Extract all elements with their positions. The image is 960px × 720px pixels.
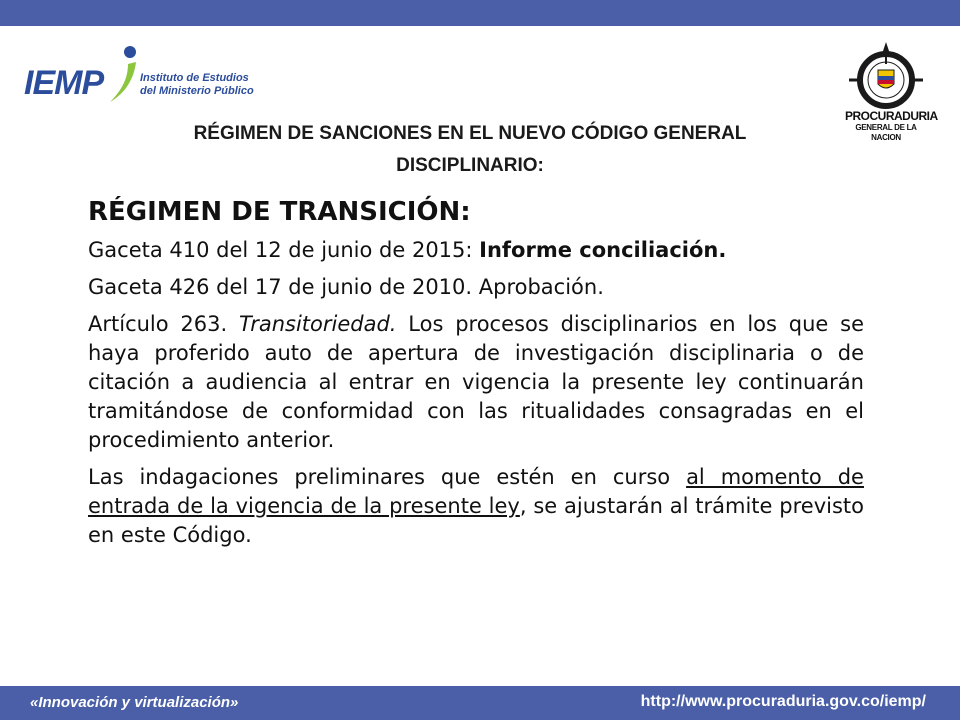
top-bar	[0, 0, 960, 26]
slide-body	[88, 192, 864, 558]
footer-bar	[0, 686, 960, 720]
section-subtitle: RÉGIMEN DE TRANSICIÓN:	[88, 197, 471, 227]
gaceta-line-1: Gaceta 410 del 12 de junio de 2015: Informe conciliación.	[88, 238, 727, 262]
iemp-institute-name: Instituto de Estudios del Ministerio Público	[140, 72, 254, 97]
iemp-logo-text: IEMP	[24, 64, 104, 102]
seal-emblem-icon	[845, 40, 927, 110]
footer-slogan: «Innovación y virtualización»	[30, 694, 239, 711]
underlined-phrase: al momento de entrada de la vigencia de la presente ley	[88, 465, 864, 518]
procuraduria-seal	[845, 40, 938, 148]
gaceta-line-2: Gaceta 426 del 17 de junio de 2010. Aprobación.	[88, 275, 604, 299]
seal-title: PROCURADURIA	[845, 109, 938, 123]
seal-subtitle: GENERAL DE LA NACION	[855, 123, 917, 142]
indagaciones-paragraph: Las indagaciones preliminares que estén en curso al momento de entrada de la vigencia de la presente ley, se ajustarán al trámite previsto en este Código.	[88, 465, 864, 547]
footer-url-link[interactable]: http://www.procuraduria.gov.co/iemp/	[640, 693, 926, 710]
slide-title: RÉGIMEN DE SANCIONES EN EL NUEVO CÓDIGO GENERAL DISCIPLINARIO:	[193, 123, 747, 176]
article-paragraph: Artículo 263. Transitoriedad. Los procesos disciplinarios en los que se haya proferido auto de apertura de investigación disciplinaria o de citación a audiencia al entrar en vigencia la presente ley continuarán tramitándose de conformidad con las ritualidades consagradas en el procedimiento anterior.	[88, 312, 865, 452]
iemp-logo	[22, 42, 262, 112]
